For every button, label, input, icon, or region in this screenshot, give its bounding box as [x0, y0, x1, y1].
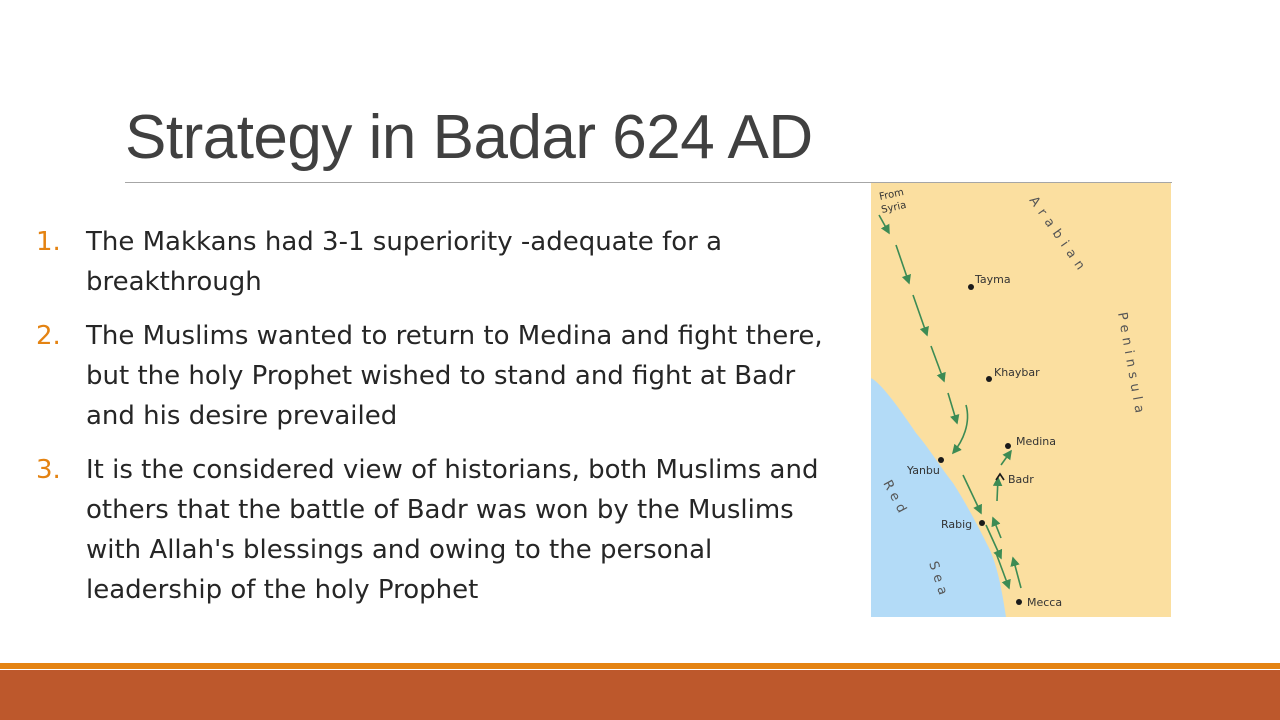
city-dot-tayma	[968, 284, 974, 290]
bullet-number: 3.	[36, 455, 61, 485]
map-label-mecca: Mecca	[1027, 596, 1063, 609]
bullet-item	[36, 316, 836, 436]
map-label-peninsula: Peninsula	[1114, 311, 1148, 420]
map-label-arabian: Arabian	[1025, 193, 1091, 278]
map-label-red: Red	[879, 477, 912, 520]
city-dot-medina	[1005, 443, 1011, 449]
map-label-sea: Sea	[925, 559, 952, 602]
bullet-item	[36, 222, 836, 302]
map-label-rabig: Rabig	[941, 518, 973, 531]
city-dot-khaybar	[986, 376, 992, 382]
bullet-text: The Makkans had 3-1 superiority -adequate for a breakthrough	[86, 227, 723, 297]
map-label-badr: Badr	[1008, 473, 1034, 486]
bullet-text: The Muslims wanted to return to Medina and fight there, but the holy Prophet wished to stand and fight at Badr and his desire prevailed	[86, 321, 823, 431]
badr-route-map	[871, 183, 1171, 617]
map-label-tayma: Tayma	[975, 273, 1011, 286]
bullet-list	[36, 222, 836, 624]
city-dot-mecca	[1016, 599, 1022, 605]
slide-title: Strategy in Badar 624 AD	[125, 103, 813, 172]
city-dot-rabig	[979, 520, 985, 526]
map-label-syria: Syria	[880, 199, 908, 216]
city-dot-yanbu	[938, 457, 944, 463]
map-label-medina: Medina	[1016, 435, 1057, 448]
bullet-number: 2.	[36, 321, 61, 351]
map-label-yanbu: Yanbu	[907, 464, 940, 477]
bullet-number: 1.	[36, 227, 61, 257]
footer-accent-line	[0, 663, 1280, 669]
footer-band	[0, 670, 1280, 720]
bullet-text: It is the considered view of historians, both Muslims and others that the battle of Badr was won by the Muslims with Allah's blessings and owing to the personal leadership of the holy Prophet	[86, 455, 819, 605]
bullet-item	[36, 450, 836, 610]
map-label-from: From	[878, 187, 905, 203]
map-label-khaybar: Khaybar	[994, 366, 1040, 379]
